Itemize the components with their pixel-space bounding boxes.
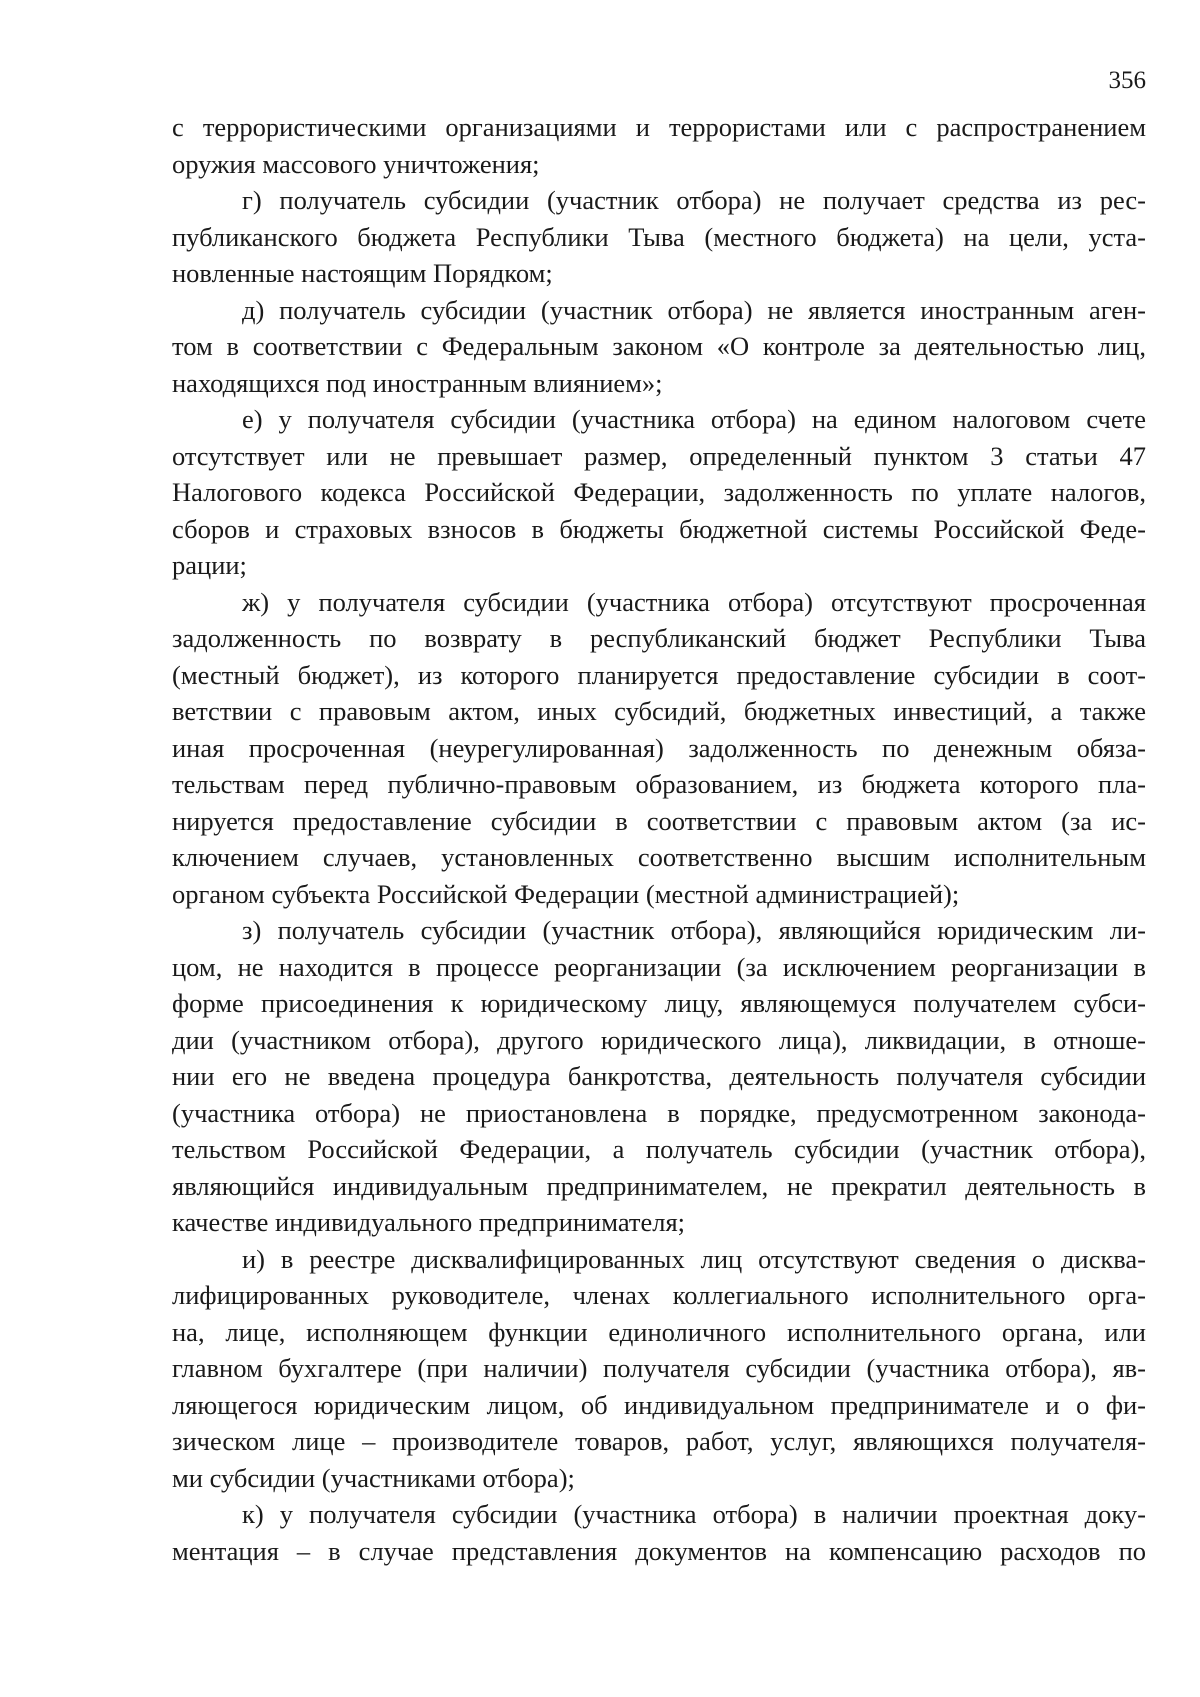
paragraph-first-line: з) получатель субсидии (участник отбора), являющийся юридическим ли- [242,915,1146,945]
text-line: нии его не введена процедура банкротства, деятельность получателя субсидии [172,1061,1146,1091]
text-line: органом субъекта Российской Федерации (местной администрацией); [172,878,960,909]
text-line: ключением случаев, установленных соответственно высшим исполнительным [172,842,1146,872]
text-line: качестве индивидуального предпринимателя; [172,1207,686,1237]
text-line: с террористическими организациями и террористами или с распространением [172,112,1146,142]
paragraph-first-line: и) в реестре дисквалифицированных лиц отсутствуют сведения о дисква- [242,1243,1146,1274]
text-line: являющийся индивидуальным предпринимателем, не прекратил деятельность в [172,1170,1146,1201]
text-line: на, лице, исполняющем функции единоличного исполнительного органа, или [172,1316,1146,1347]
text-line: дии (участником отбора), другого юридического лица), ликвидации, в отноше- [172,1024,1146,1055]
text-line: зическом лице – производителе товаров, работ, услуг, являющихся получателя- [172,1426,1146,1456]
document-body [172,109,1146,1569]
text-line: иная просроченная (неурегулированная) задолженность по денежным обяза- [172,732,1146,763]
text-line: публиканского бюджета Республики Тыва (местного бюджета) на цели, уста- [172,221,1146,252]
text-line: задолженность по возврату в республиканский бюджет Республики Тыва [172,623,1146,653]
paragraph-first-line: д) получатель субсидии (участник отбора) не является иностранным аген- [242,294,1146,325]
text-line: тельствам перед публично-правовым образованием, из бюджета которого пла- [172,769,1146,799]
text-line: (участника отбора) не приостановлена в порядке, предусмотренном законода- [172,1097,1146,1128]
text-line: тельством Российской Федерации, а получатель субсидии (участник отбора), [172,1134,1146,1164]
text-line: находящихся под иностранным влиянием»; [172,367,663,398]
paragraph-first-line: г) получатель субсидии (участник отбора) не получает средства из рес- [242,185,1146,215]
paragraph-first-line: к) у получателя субсидии (участника отбора) в наличии проектная доку- [242,1499,1146,1529]
text-line: (местный бюджет), из которого планируется предоставление субсидии в соот- [172,659,1146,690]
text-line: нируется предоставление субсидии в соответствии с правовым актом (за ис- [172,805,1146,836]
text-line: ментация – в случае представления документов на компенсацию расходов по [172,1535,1146,1566]
text-line: ляющегося юридическим лицом, об индивидуальном предпринимателе и о фи- [172,1389,1146,1420]
text-line: сборов и страховых взносов в бюджеты бюджетной системы Российской Феде- [172,513,1146,544]
text-line: отсутствует или не превышает размер, определенный пунктом 3 статьи 47 [172,440,1146,471]
text-line: рации; [172,550,247,580]
text-line: ми субсидии (участниками отбора); [172,1462,575,1493]
text-line: главном бухгалтере (при наличии) получателя субсидии (участника отбора), яв- [172,1353,1146,1383]
text-line: ветствии с правовым актом, иных субсидий, бюджетных инвестиций, а также [172,696,1146,726]
text-line: Налогового кодекса Российской Федерации, задолженность по уплате налогов, [172,477,1146,507]
text-line: лифицированных руководителе, членах коллегиального исполнительного орга- [172,1280,1146,1310]
text-line: оружия массового уничтожения; [172,148,540,179]
text-line: форме присоединения к юридическому лицу, являющемуся получателем субси- [172,988,1146,1018]
text-line: том в соответствии с Федеральным законом «О контроле за деятельностью лиц, [172,331,1146,361]
paragraph-first-line: е) у получателя субсидии (участника отбора) на едином налоговом счете [242,404,1146,434]
page-number: 356 [1108,67,1146,94]
text-line: цом, не находится в процессе реорганизации (за исключением реорганизации в [172,951,1146,982]
paragraph-first-line: ж) у получателя субсидии (участника отбора) отсутствуют просроченная [242,586,1146,617]
text-line: новленные настоящим Порядком; [172,258,553,288]
